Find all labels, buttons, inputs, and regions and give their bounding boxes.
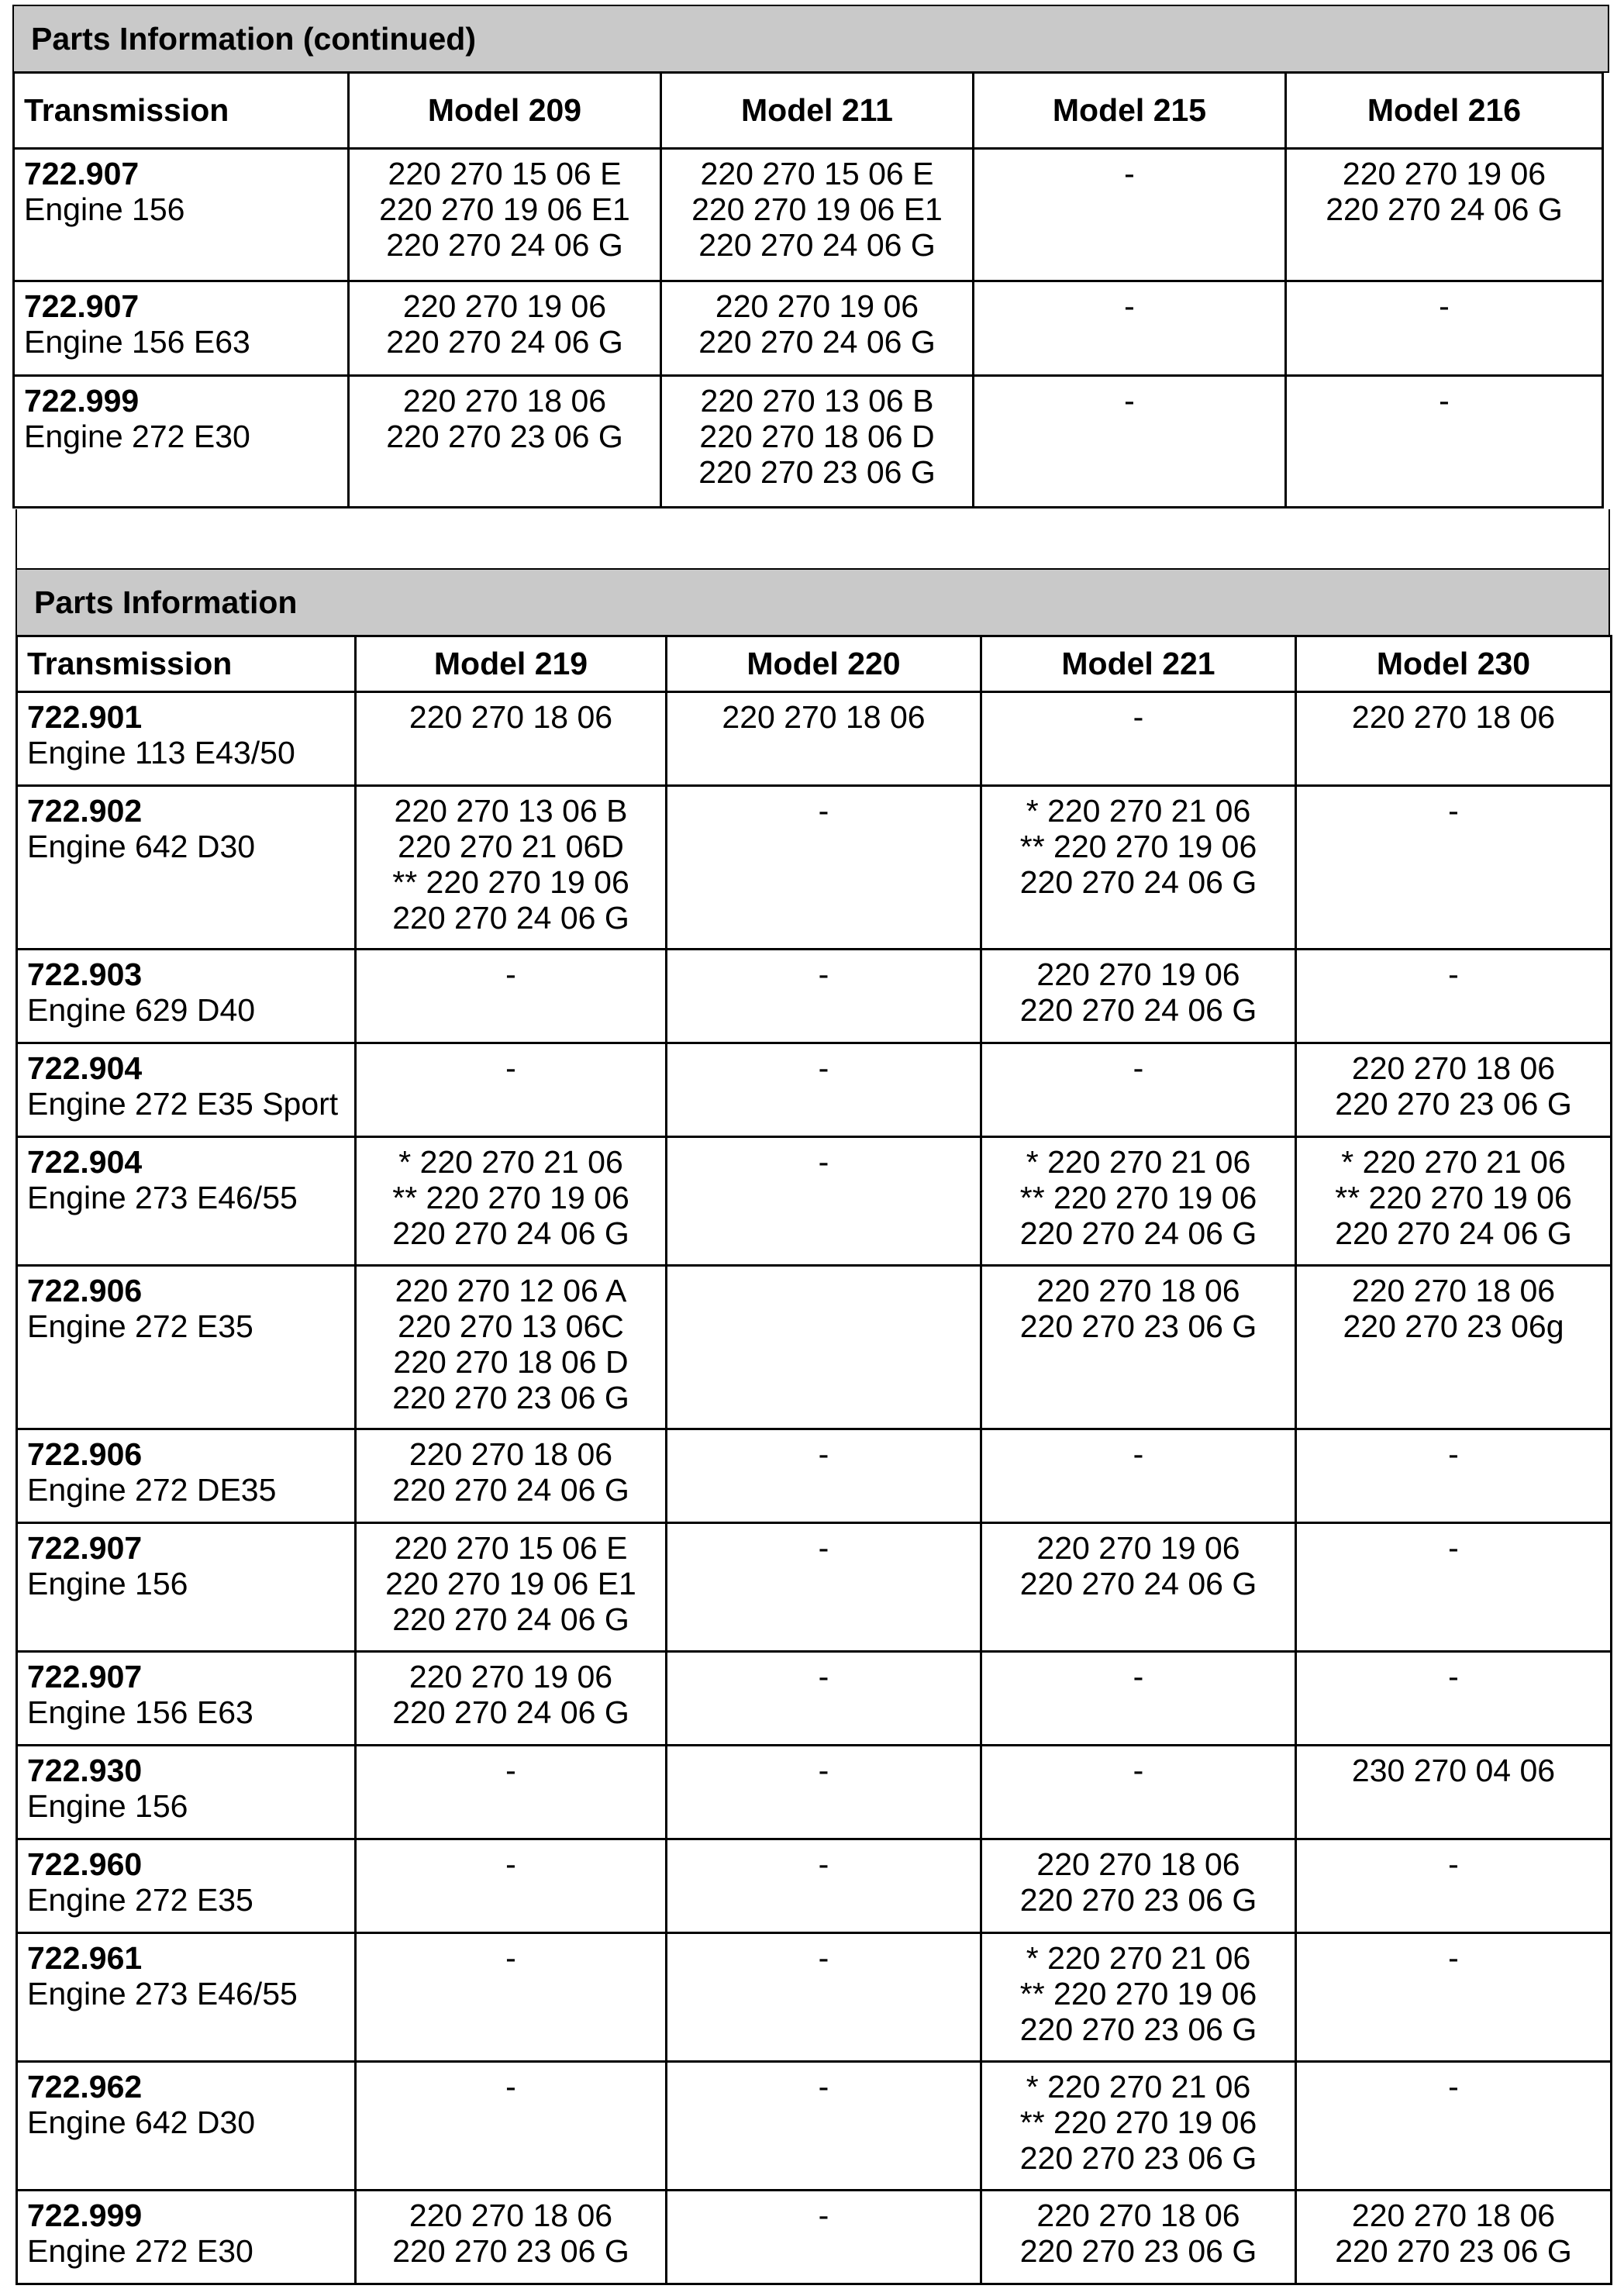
engine-label: Engine 273 E46/55 bbox=[27, 1976, 298, 2011]
transmission-cell bbox=[14, 281, 349, 376]
engine-label: Engine 272 E30 bbox=[24, 419, 250, 454]
part-number-cell: - bbox=[667, 1933, 981, 2062]
table-row bbox=[17, 1429, 1612, 1523]
engine-label: Engine 156 bbox=[27, 1566, 188, 1601]
part-number-cell: 220 270 18 06 bbox=[667, 692, 981, 786]
part-number-cell: * 220 270 21 06 ** 220 270 19 06 220 270 23 06 G bbox=[981, 2062, 1296, 2191]
part-number-cell: - bbox=[667, 1523, 981, 1652]
part-number-cell: - bbox=[356, 1933, 667, 2062]
part-number-cell: 220 270 18 06 220 270 23 06 G bbox=[356, 2191, 667, 2284]
table-row bbox=[17, 1746, 1612, 1839]
transmission-code: 722.907 bbox=[27, 1659, 143, 1694]
header-model: Model 219 bbox=[356, 636, 667, 692]
part-number-cell: - bbox=[1286, 281, 1603, 376]
part-number-cell: - bbox=[667, 1839, 981, 1933]
part-number-cell: 220 270 13 06 B 220 270 21 06D ** 220 270 19 06 220 270 24 06 G bbox=[356, 786, 667, 950]
transmission-code: 722.907 bbox=[24, 288, 140, 324]
transmission-code: 722.960 bbox=[27, 1846, 143, 1882]
main-parts-table bbox=[16, 635, 1612, 2285]
part-number-cell: - bbox=[1286, 376, 1603, 508]
engine-label: Engine 272 E35 Sport bbox=[27, 1086, 339, 1122]
part-number-cell: - bbox=[356, 1043, 667, 1137]
transmission-code: 722.903 bbox=[27, 957, 143, 992]
part-number-cell: - bbox=[1296, 1933, 1612, 2062]
part-number-cell: - bbox=[667, 1652, 981, 1746]
engine-label: Engine 272 DE35 bbox=[27, 1472, 277, 1508]
part-number-cell: 220 270 18 06 220 270 23 06g bbox=[1296, 1266, 1612, 1429]
transmission-code: 722.999 bbox=[27, 2198, 143, 2233]
part-number-cell: - bbox=[981, 1043, 1296, 1137]
part-number-cell: - bbox=[667, 1429, 981, 1523]
part-number-cell: - bbox=[667, 1746, 981, 1839]
transmission-cell bbox=[17, 1523, 356, 1652]
part-number-cell: 220 270 15 06 E 220 270 19 06 E1 220 270 24 06 G bbox=[661, 149, 974, 281]
table-row bbox=[17, 1652, 1612, 1746]
part-number-cell: 220 270 18 06 bbox=[356, 692, 667, 786]
transmission-code: 722.907 bbox=[27, 1530, 143, 1566]
part-number-cell: 220 270 18 06 220 270 23 06 G bbox=[981, 1266, 1296, 1429]
part-number-cell: - bbox=[981, 1652, 1296, 1746]
transmission-cell bbox=[17, 2191, 356, 2284]
transmission-cell bbox=[17, 1839, 356, 1933]
transmission-cell bbox=[17, 1746, 356, 1839]
engine-label: Engine 113 E43/50 bbox=[27, 735, 295, 770]
transmission-code: 722.907 bbox=[24, 156, 140, 191]
continued-title-bar bbox=[12, 5, 1609, 73]
part-number-cell: - bbox=[1296, 1429, 1612, 1523]
engine-label: Engine 156 E63 bbox=[24, 324, 250, 360]
table-row bbox=[17, 1043, 1612, 1137]
main-table-body bbox=[17, 692, 1612, 2284]
continued-title: Parts Information (continued) bbox=[31, 20, 476, 57]
part-number-cell: - bbox=[974, 376, 1286, 508]
table-row bbox=[14, 149, 1603, 281]
header-model: Model 211 bbox=[661, 73, 974, 149]
header-model: Model 230 bbox=[1296, 636, 1612, 692]
transmission-code: 722.961 bbox=[27, 1940, 143, 1976]
part-number-cell: * 220 270 21 06 ** 220 270 19 06 220 270 23 06 G bbox=[981, 1933, 1296, 2062]
transmission-cell bbox=[17, 692, 356, 786]
part-number-cell: 220 270 18 06 220 270 23 06 G bbox=[1296, 2191, 1612, 2284]
part-number-cell: 220 270 19 06 220 270 24 06 G bbox=[1286, 149, 1603, 281]
table-row bbox=[17, 2191, 1612, 2284]
part-number-cell: 220 270 18 06 220 270 23 06 G bbox=[981, 1839, 1296, 1933]
part-number-cell: - bbox=[667, 1137, 981, 1266]
transmission-cell bbox=[17, 1429, 356, 1523]
table-row bbox=[17, 692, 1612, 786]
table-row bbox=[17, 950, 1612, 1043]
part-number-cell: * 220 270 21 06 ** 220 270 19 06 220 270 24 06 G bbox=[981, 786, 1296, 950]
transmission-code: 722.906 bbox=[27, 1273, 143, 1308]
part-number-cell: 220 270 13 06 B 220 270 18 06 D 220 270 23 06 G bbox=[661, 376, 974, 508]
part-number-cell: - bbox=[1296, 1652, 1612, 1746]
main-title: Parts Information bbox=[34, 584, 298, 620]
continued-header-row bbox=[14, 73, 1603, 149]
table-row bbox=[17, 1137, 1612, 1266]
header-model: Model 220 bbox=[667, 636, 981, 692]
part-number-cell: - bbox=[1296, 2062, 1612, 2191]
transmission-code: 722.902 bbox=[27, 793, 143, 829]
part-number-cell: * 220 270 21 06 ** 220 270 19 06 220 270 24 06 G bbox=[356, 1137, 667, 1266]
part-number-cell: 220 270 18 06 220 270 24 06 G bbox=[356, 1429, 667, 1523]
part-number-cell: 220 270 18 06 220 270 23 06 G bbox=[981, 2191, 1296, 2284]
transmission-cell bbox=[17, 786, 356, 950]
engine-label: Engine 629 D40 bbox=[27, 992, 256, 1028]
part-number-cell: * 220 270 21 06 ** 220 270 19 06 220 270 24 06 G bbox=[981, 1137, 1296, 1266]
main-title-bar bbox=[16, 568, 1610, 636]
table-row bbox=[14, 376, 1603, 508]
table-row bbox=[17, 1839, 1612, 1933]
part-number-cell: - bbox=[667, 2191, 981, 2284]
part-number-cell: - bbox=[974, 281, 1286, 376]
transmission-code: 722.962 bbox=[27, 2069, 143, 2105]
header-model: Model 215 bbox=[974, 73, 1286, 149]
part-number-cell: * 220 270 21 06 ** 220 270 19 06 220 270 24 06 G bbox=[1296, 1137, 1612, 1266]
table-row bbox=[17, 1933, 1612, 2062]
transmission-cell bbox=[14, 376, 349, 508]
transmission-cell bbox=[17, 950, 356, 1043]
transmission-code: 722.999 bbox=[24, 383, 140, 419]
part-number-cell: - bbox=[667, 2062, 981, 2191]
part-number-cell: - bbox=[1296, 786, 1612, 950]
engine-label: Engine 273 E46/55 bbox=[27, 1180, 298, 1215]
blank-spacer bbox=[16, 509, 1610, 570]
part-number-cell: - bbox=[667, 786, 981, 950]
transmission-code: 722.904 bbox=[27, 1144, 143, 1180]
part-number-cell: 220 270 18 06 220 270 23 06 G bbox=[1296, 1043, 1612, 1137]
part-number-cell: 220 270 19 06 220 270 24 06 G bbox=[356, 1652, 667, 1746]
engine-label: Engine 156 bbox=[27, 1788, 188, 1824]
table-row bbox=[17, 1266, 1612, 1429]
transmission-cell bbox=[17, 1266, 356, 1429]
part-number-cell: - bbox=[1296, 950, 1612, 1043]
part-number-cell: 220 270 15 06 E 220 270 19 06 E1 220 270 24 06 G bbox=[356, 1523, 667, 1652]
table-row bbox=[17, 786, 1612, 950]
transmission-cell bbox=[17, 1652, 356, 1746]
engine-label: Engine 272 E35 bbox=[27, 1882, 253, 1918]
table-row bbox=[14, 281, 1603, 376]
part-number-cell: - bbox=[356, 2062, 667, 2191]
transmission-cell bbox=[14, 149, 349, 281]
transmission-code: 722.904 bbox=[27, 1050, 143, 1086]
part-number-cell: - bbox=[981, 1746, 1296, 1839]
table-row bbox=[17, 2062, 1612, 2191]
part-number-cell: - bbox=[981, 692, 1296, 786]
engine-label: Engine 156 bbox=[24, 191, 185, 227]
transmission-cell bbox=[17, 1137, 356, 1266]
transmission-code: 722.906 bbox=[27, 1436, 143, 1472]
table-row bbox=[17, 1523, 1612, 1652]
main-header-row bbox=[17, 636, 1612, 692]
part-number-cell: - bbox=[356, 1839, 667, 1933]
part-number-cell: 220 270 19 06 220 270 24 06 G bbox=[661, 281, 974, 376]
part-number-cell: - bbox=[356, 950, 667, 1043]
part-number-cell: 220 270 15 06 E 220 270 19 06 E1 220 270 24 06 G bbox=[349, 149, 661, 281]
header-transmission: Transmission bbox=[17, 636, 356, 692]
part-number-cell: 220 270 19 06 220 270 24 06 G bbox=[981, 1523, 1296, 1652]
header-model: Model 209 bbox=[349, 73, 661, 149]
part-number-cell: - bbox=[1296, 1839, 1612, 1933]
part-number-cell: - bbox=[974, 149, 1286, 281]
part-number-cell: - bbox=[667, 1043, 981, 1137]
header-model: Model 216 bbox=[1286, 73, 1603, 149]
part-number-cell: - bbox=[356, 1746, 667, 1839]
part-number-cell: 220 270 12 06 A 220 270 13 06C 220 270 18 06 D 220 270 23 06 G bbox=[356, 1266, 667, 1429]
header-model: Model 221 bbox=[981, 636, 1296, 692]
part-number-cell: 220 270 19 06 220 270 24 06 G bbox=[349, 281, 661, 376]
part-number-cell: 220 270 19 06 220 270 24 06 G bbox=[981, 950, 1296, 1043]
continued-parts-table bbox=[12, 71, 1604, 508]
part-number-cell: - bbox=[667, 950, 981, 1043]
transmission-cell bbox=[17, 2062, 356, 2191]
engine-label: Engine 272 E35 bbox=[27, 1308, 253, 1344]
part-number-cell bbox=[667, 1266, 981, 1429]
engine-label: Engine 642 D30 bbox=[27, 829, 256, 864]
engine-label: Engine 642 D30 bbox=[27, 2105, 256, 2140]
part-number-cell: - bbox=[981, 1429, 1296, 1523]
part-number-cell: 230 270 04 06 bbox=[1296, 1746, 1612, 1839]
transmission-cell bbox=[17, 1043, 356, 1137]
continued-table-body bbox=[14, 149, 1603, 508]
transmission-cell bbox=[17, 1933, 356, 2062]
engine-label: Engine 272 E30 bbox=[27, 2233, 253, 2269]
transmission-code: 722.901 bbox=[27, 699, 143, 735]
part-number-cell: 220 270 18 06 bbox=[1296, 692, 1612, 786]
header-transmission: Transmission bbox=[14, 73, 349, 149]
transmission-code: 722.930 bbox=[27, 1753, 143, 1788]
part-number-cell: 220 270 18 06 220 270 23 06 G bbox=[349, 376, 661, 508]
engine-label: Engine 156 E63 bbox=[27, 1694, 253, 1730]
part-number-cell: - bbox=[1296, 1523, 1612, 1652]
